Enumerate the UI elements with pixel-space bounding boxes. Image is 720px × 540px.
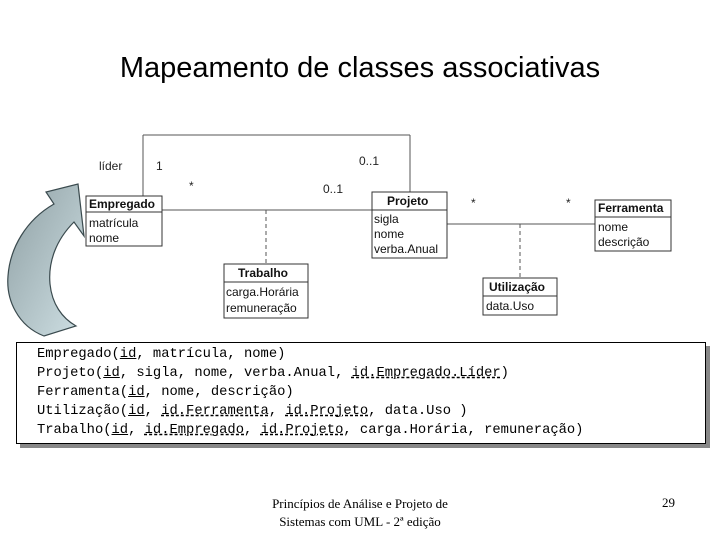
schema-trabalho [37, 423, 583, 438]
primary-key: id [119, 347, 137, 362]
foreign-key: id.Empregado.Líder [351, 366, 501, 381]
class-attr: descrição [598, 235, 650, 249]
class-attr: matrícula [89, 216, 139, 230]
schema-utilizacao [37, 404, 468, 419]
primary-key: id [103, 366, 120, 381]
class-name: Utilização [489, 280, 546, 294]
table-name: Projeto( [37, 366, 104, 381]
class-trabalho [224, 264, 308, 318]
columns: , nome, descrição) [144, 385, 294, 400]
primary-key: id [111, 423, 129, 438]
separator: , [268, 404, 286, 419]
class-attr: nome [598, 220, 629, 234]
class-utilizacao [483, 278, 557, 315]
page-number: 29 [662, 495, 675, 510]
class-attr: sigla [374, 212, 399, 226]
mult-1: 1 [156, 159, 163, 173]
mult-star-emp: * [189, 179, 194, 193]
foreign-key: id.Ferramenta [161, 404, 269, 419]
columns-end: ) [500, 366, 509, 381]
class-attr: data.Uso [486, 299, 535, 313]
table-name: Empregado( [37, 347, 120, 362]
table-name: Ferramenta( [37, 385, 129, 400]
class-attr: nome [89, 231, 120, 245]
footer-line: Princípios de Análise e Projeto de [272, 496, 448, 511]
schema-empregado [37, 347, 285, 362]
separator: , [128, 423, 145, 438]
mult-star-proj: * [471, 196, 476, 210]
mult-01-proj: 0..1 [323, 182, 344, 196]
foreign-key: id.Projeto [260, 423, 344, 438]
class-attr: nome [374, 227, 405, 241]
slide-footer [232, 495, 488, 531]
class-attr: remuneração [226, 301, 297, 315]
table-name: Trabalho( [37, 423, 112, 438]
separator: , [144, 404, 162, 419]
separator: , [244, 423, 261, 438]
class-empregado [86, 196, 162, 246]
class-name: Ferramenta [598, 201, 664, 215]
columns-end: , carga.Horária, remuneração) [343, 423, 584, 438]
schema-projeto [37, 366, 509, 381]
table-name: Utilização( [37, 404, 129, 419]
class-projeto [372, 192, 447, 258]
schema-ferramenta [37, 385, 294, 400]
foreign-key: id.Empregado [144, 423, 244, 438]
class-name: Empregado [89, 197, 156, 211]
slide-title: Mapeamento de classes associativas [119, 52, 601, 84]
association-lines [143, 135, 595, 224]
primary-key: id [128, 404, 145, 419]
columns-end: , data.Uso ) [368, 404, 468, 419]
relational-schema-box [16, 342, 706, 444]
role-lider: líder [99, 159, 123, 173]
class-name: Trabalho [238, 266, 289, 280]
class-ferramenta [595, 200, 671, 251]
class-attr: carga.Horária [226, 285, 299, 299]
curved-arrow-icon [8, 184, 84, 336]
primary-key: id [128, 385, 145, 400]
mult-01-top: 0..1 [359, 154, 380, 168]
columns: , sigla, nome, verba.Anual, [119, 366, 352, 381]
footer-line: Sistemas com UML - 2ª edição [279, 514, 441, 529]
class-attr: verba.Anual [374, 242, 439, 256]
columns: , matrícula, nome) [136, 347, 286, 362]
foreign-key: id.Projeto [285, 404, 369, 419]
class-name: Projeto [387, 194, 429, 208]
mult-star-ferr: * [566, 196, 571, 210]
